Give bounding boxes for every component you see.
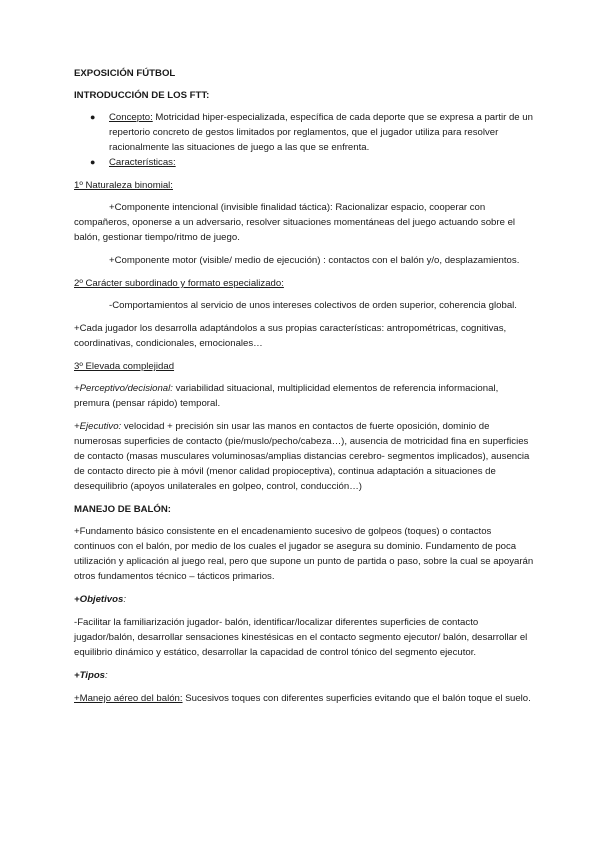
ejecutivo-text: velocidad + precisión sin usar las manos en contactos de fuerte oposición, dominio de numerosas superficies de contacto (pie/muslo/pecho/cabeza…), ausencia de motricidad fina en superficies de contacto (masas musculares voluminosas/amplias distancias cerebro- segmentos implicados), ausencia de contacto directo pie à móvil (menor calidad propioceptiva), continua adaptación a situaciones de desequilibrio (apoyos unilaterales en golpeo, control, conducción…): [74, 421, 530, 492]
paragraph-componente-motor: +Componente motor (visible/ medio de ejecución) : contactos con el balón y/o, desplazamientos.: [109, 255, 520, 266]
manejo-aereo-label: +Manejo aéreo del balón:: [74, 693, 183, 704]
tipos-label: +Tipos: [74, 670, 106, 681]
bullet-icon: ●: [90, 112, 96, 122]
paragraph-fundamento: +Fundamento básico consistente en el encadenamiento sucesivo de golpeos (toques) o contactos continuos con el balón, por medio de los cuales el jugador se asegura su dominio. Fundamento de poca utilización y aplicación al juego real, pero que supone un punto de partida o paso, sobre la cual se apoyarán otros fundamentos técnico – tácticos primarios.: [74, 526, 534, 582]
perceptivo-text: variabilidad situacional, multiplicidad elementos de referencia informacional, premura (pensar rápido) temporal.: [74, 383, 499, 409]
paragraph-cada-jugador: +Cada jugador los desarrolla adaptándolos a sus propias características: antropométricas, cognitivas, coordinativas, condicionales, emocionales…: [74, 323, 507, 349]
section-heading-caracter: 2º Carácter subordinado y formato especializado:: [74, 278, 284, 289]
paragraph-ejecutivo: [74, 419, 535, 494]
manejo-aereo-text: Sucesivos toques con diferentes superficies evitando que el balón toque el suelo.: [182, 693, 531, 704]
paragraph-manejo-aereo: [74, 691, 535, 706]
paragraph-componente-intencional: +Componente intencional (invisible finalidad táctica): Racionalizar espacio, cooperar con compañeros, oponerse a un adversario, resolver situaciones momentáneas del juego actuando sobre el balón, gestionar tiempo/ritmo de juego.: [74, 202, 516, 243]
section-heading-complejidad: 3º Elevada complejidad: [74, 361, 175, 372]
document-title: EXPOSICIÓN FÚTBOL: [74, 68, 176, 79]
section-heading-naturaleza: 1º Naturaleza binomial:: [74, 180, 173, 191]
objetivos-label: +Objetivos: [74, 594, 124, 605]
list-item: [74, 155, 535, 170]
bullet-label: Características:: [109, 157, 176, 168]
list-item: [74, 110, 535, 155]
bullet-text: Motricidad hiper-especializada, específica de cada deporte que se expresa a partir de un repertorio concreto de gestos limitados por reglamentos, que el jugador utiliza para resolver racionalmente las situaciones de juego a las que se enfrenta.: [109, 112, 533, 153]
manejo-heading: MANEJO DE BALÓN:: [74, 504, 172, 515]
objetivos-heading: [74, 592, 535, 607]
paragraph-objetivos: -Facilitar la familiarización jugador- balón, identificar/localizar diferentes superficies de contacto jugador/balón, desarrollar sensaciones kinestésicas en el contacto segmento ejecutor/ balón, desarrollar el equilibrio dinámico y estático, desarrollar la capacidad de control tónico del segmento ejecutor.: [74, 617, 528, 658]
intro-heading: INTRODUCCIÓN DE LOS FTT:: [74, 90, 210, 101]
paragraph-comportamientos: -Comportamientos al servicio de unos intereses colectivos de orden superior, coherencia global.: [109, 300, 517, 311]
objetivos-colon: :: [123, 594, 126, 605]
bullet-icon: ●: [90, 157, 96, 167]
perceptivo-label: +Perceptivo/decisional:: [74, 383, 173, 394]
paragraph-perceptivo: [74, 381, 535, 411]
ejecutivo-label: +Ejecutivo:: [74, 421, 122, 432]
tipos-colon: :: [105, 670, 108, 681]
intro-bullet-list: [74, 110, 535, 170]
bullet-label: Concepto:: [109, 112, 153, 123]
tipos-heading: [74, 668, 535, 683]
